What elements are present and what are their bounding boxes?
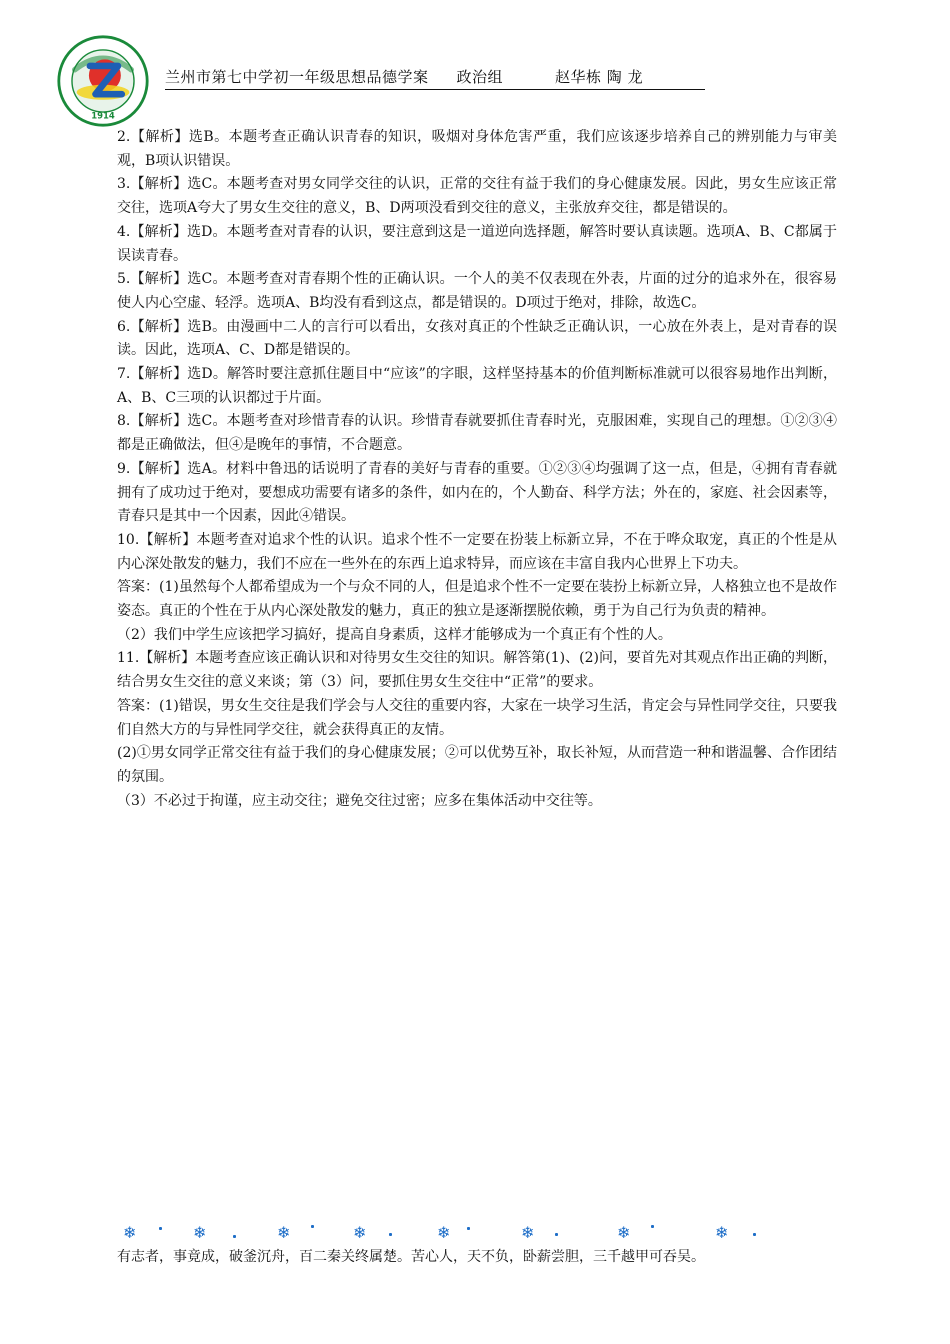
dot-ornament	[233, 1235, 236, 1238]
dot-ornament	[467, 1227, 470, 1230]
dot-ornament	[753, 1233, 756, 1236]
snowflake-icon: ❄	[193, 1223, 207, 1242]
footer-decoration	[117, 1223, 837, 1245]
header-org: 政治组	[456, 68, 504, 86]
logo-year: 1914	[91, 110, 115, 121]
page-header	[165, 66, 705, 90]
dot-ornament	[389, 1233, 392, 1236]
snowflake-icon: ❄	[123, 1223, 137, 1242]
dot-ornament	[555, 1233, 558, 1236]
paragraph: （3）不必过于拘谨，应主动交往；避免交往过密；应多在集体活动中交往等。	[117, 792, 602, 809]
paragraph: 4.【解析】选D。本题考查对青春的认识，要注意到这是一道逆向选择题，解答时要认真读题。选项A、B、C都属于误读青春。	[117, 223, 837, 264]
header-authors: 赵华栋 陶 龙	[555, 68, 644, 86]
paragraph: 6.【解析】选B。由漫画中二人的言行可以看出，女孩对真正的个性缺乏正确认识，一心放在外表上，是对青春的误读。因此，选项A、C、D都是错误的。	[117, 318, 837, 359]
paragraph: 9.【解析】选A。材料中鲁迅的话说明了青春的美好与青春的重要。①②③④均强调了这一点，但是，④拥有青春就拥有了成功过于绝对，要想成功需要有诸多的条件，如内在的，个人勤奋、科学方法；外在的，家庭、社会因素等，青春只是其中一个因素，因此④错误。	[117, 460, 837, 525]
footer-motto: 有志者，事竟成，破釜沉舟，百二秦关终属楚。苦心人，天不负，卧薪尝胆，三千越甲可吞吴。	[117, 1249, 705, 1265]
paragraph: (2)①男女同学正常交往有益于我们的身心健康发展；②可以优势互补，取长补短，从而营造一种和谐温馨、合作团结的氛围。	[117, 745, 837, 785]
snowflake-icon: ❄	[715, 1223, 729, 1242]
dot-ornament	[651, 1225, 654, 1228]
paragraph: 答案：(1)虽然每个人都希望成为一个与众不同的人，但是追求个性不一定要在装扮上标新立异，人格独立也不是故作姿态。真正的个性在于从内心深处散发的魅力，真正的独立是逐渐摆脱依赖，勇于为自己行为负责的精神。	[117, 579, 837, 620]
snowflake-icon: ❄	[437, 1223, 451, 1242]
snowflake-icon: ❄	[353, 1223, 367, 1242]
snowflake-icon: ❄	[277, 1223, 291, 1242]
paragraph: 8.【解析】选C。本题考查对珍惜青春的认识。珍惜青春就要抓住青春时光，克服困难，实现自己的理想。①②③④都是正确做法，但④是晚年的事情，不合题意。	[117, 413, 837, 454]
school-logo	[56, 34, 150, 128]
paragraph: 5.【解析】选C。本题考查对青春期个性的正确认识。一个人的美不仅表现在外表，片面的过分的追求外在，很容易使人内心空虚、轻浮。选项A、B均没有看到这点，都是错误的。D项过于绝对，排除，故选C。	[117, 271, 837, 311]
paragraph: 10.【解析】本题考查对追求个性的认识。追求个性不一定要在扮装上标新立异，不在于哗众取宠，真正的个性是从内心深处散发的魅力，我们不应在一些外在的东西上追求特异，而应该在丰富自我内心世界上下功夫。	[117, 531, 837, 572]
header-title: 兰州市第七中学初一年级思想品德学案	[165, 68, 429, 86]
paragraph: 11.【解析】本题考查应该正确认识和对待男女生交往的知识。解答第(1)、(2)问，要首先对其观点作出正确的判断，结合男女生交往的意义来谈；第（3）问，要抓住男女生交往中“正常”的要求。	[117, 650, 837, 691]
dot-ornament	[159, 1227, 162, 1230]
paragraph: 2.【解析】选B。本题考查正确认识青春的知识，吸烟对身体危害严重，我们应该逐步培养自己的辨别能力与审美观，B项认识错误。	[117, 129, 837, 169]
snowflake-icon: ❄	[617, 1223, 631, 1242]
answer-explanations	[117, 126, 837, 813]
paragraph: 3.【解析】选C。本题考查对男女同学交往的认识，正常的交往有益于我们的身心健康发展。因此，男女生应该正常交往，选项A夸大了男女生交往的意义，B、D两项没看到交往的意义，主张放弃交往，都是错误的。	[117, 176, 837, 217]
dot-ornament	[311, 1225, 314, 1228]
paragraph: （2）我们中学生应该把学习搞好，提高自身素质，这样才能够成为一个真正有个性的人。	[117, 626, 672, 643]
snowflake-icon: ❄	[521, 1223, 535, 1242]
paragraph: 7.【解析】选D。解答时要注意抓住题目中“应该”的字眼，这样坚持基本的价值判断标准就可以很容易地作出判断，A、B、C三项的认识都过于片面。	[117, 366, 837, 406]
paragraph: 答案：(1)错误，男女生交往是我们学会与人交往的重要内容，大家在一块学习生活，肯定会与异性同学交往，只要我们自然大方的与异性同学交往，就会获得真正的友情。	[117, 697, 837, 738]
